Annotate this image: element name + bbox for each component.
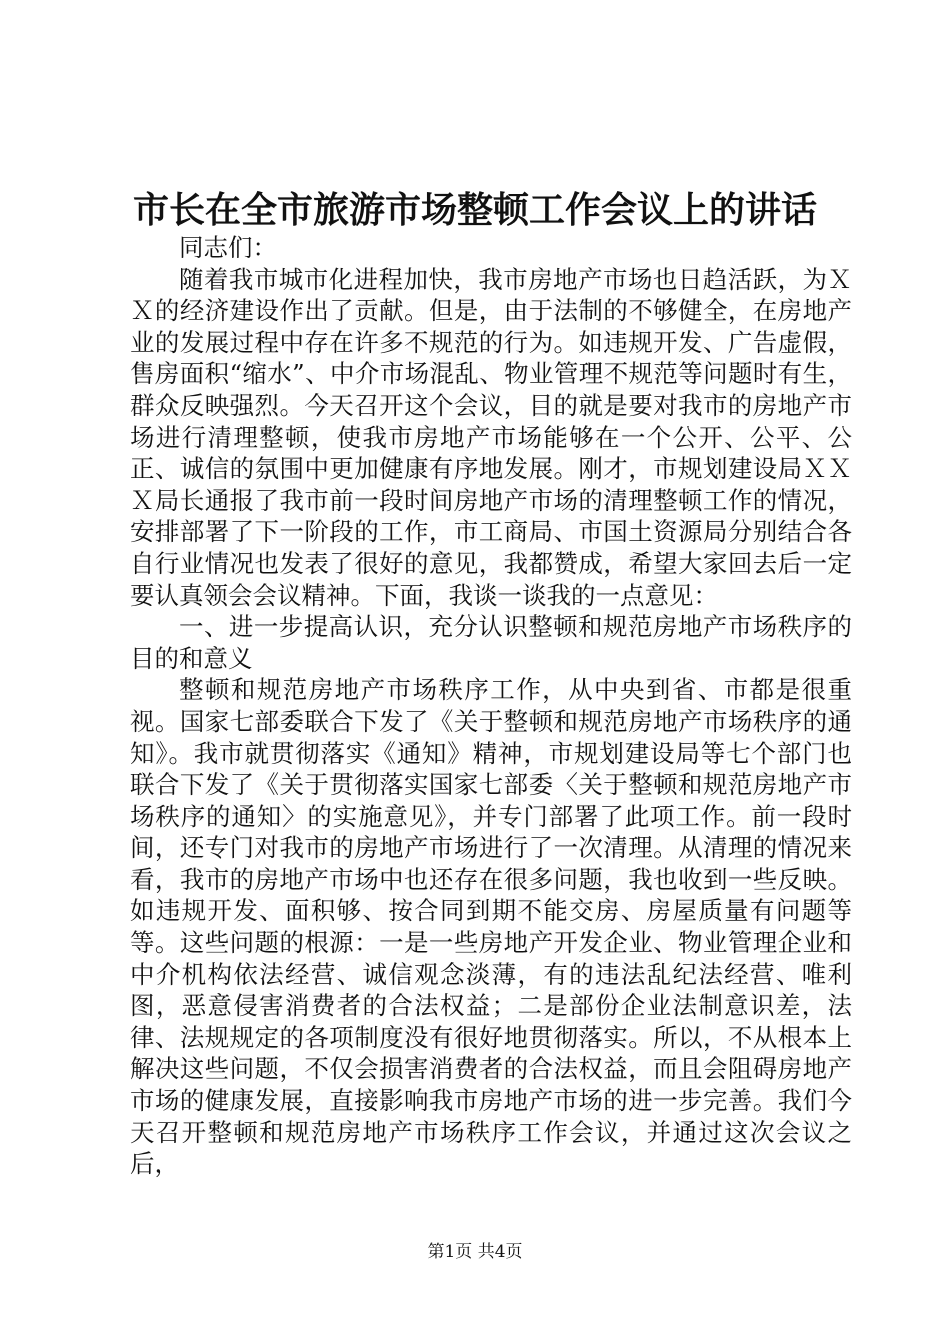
document-title: 市长在全市旅游市场整顿工作会议上的讲话 bbox=[132, 189, 817, 231]
salutation: 同志们： bbox=[179, 233, 277, 262]
document-body bbox=[130, 232, 852, 1180]
section-heading: 一、进一步提高认识，充分认识整顿和规范房地产市场秩序的目的和意义 bbox=[130, 612, 852, 673]
body-paragraph: 整顿和规范房地产市场秩序工作，从中央到省、市都是很重视。国家七部委联合下发了《关于整顿和规范房地产市场秩序的通知》。我市就贯彻落实《通知》精神，市规划建设局等七个部门也联合下发了《关于贯彻落实国家七部委〈关于整顿和规范房地产市场秩序的通知〉的实施意见》，并专门部署了此项工作。前一段时间，还专门对我市的房地产市场进行了一次清理。从清理的情况来看，我市的房地产市场中也还存在很多问题，我也收到一些反映。如违规开发、面积够、按合同到期不能交房、房屋质量有问题等等。这些问题的根源：一是一些房地产开发企业、物业管理企业和中介机构依法经营、诚信观念淡薄，有的违法乱纪法经营、唯利图，恶意侵害消费者的合法权益；二是部份企业法制意识差，法律、法规规定的各项制度没有很好地贯彻落实。所以，不从根本上解决这些问题，不仅会损害消费者的合法权益，而且会阻碍房地产市场的健康发展，直接影响我市房地产市场的进一步完善。我们今天召开整顿和规范房地产市场秩序工作会议，并通过这次会议之后， bbox=[130, 675, 852, 1179]
body-paragraph: 随着我市城市化进程加快，我市房地产市场也日趋活跃，为ＸＸ的经济建设作出了贡献。但是，由于法制的不够健全，在房地产业的发展过程中存在许多不规范的行为。如违规开发、广告虚假，售房面积“缩水”、中介市场混乱、物业管理不规范等问题时有生，群众反映强烈。今天召开这个会议，目的就是要对我市的房地产市场进行清理整顿，使我市房地产市场能够在一个公开、公平、公正、诚信的氛围中更加健康有序地发展。刚才，市规划建设局ＸＸＸ局长通报了我市前一段时间房地产市场的清理整顿工作的情况，安排部署了下一阶段的工作，市工商局、市国土资源局分别结合各自行业情况也发表了很好的意见，我都赞成，希望大家回去后一定要认真领会会议精神。下面，我谈一谈我的一点意见： bbox=[130, 264, 852, 610]
page-number-footer: 第1页 共4页 bbox=[427, 1242, 523, 1262]
